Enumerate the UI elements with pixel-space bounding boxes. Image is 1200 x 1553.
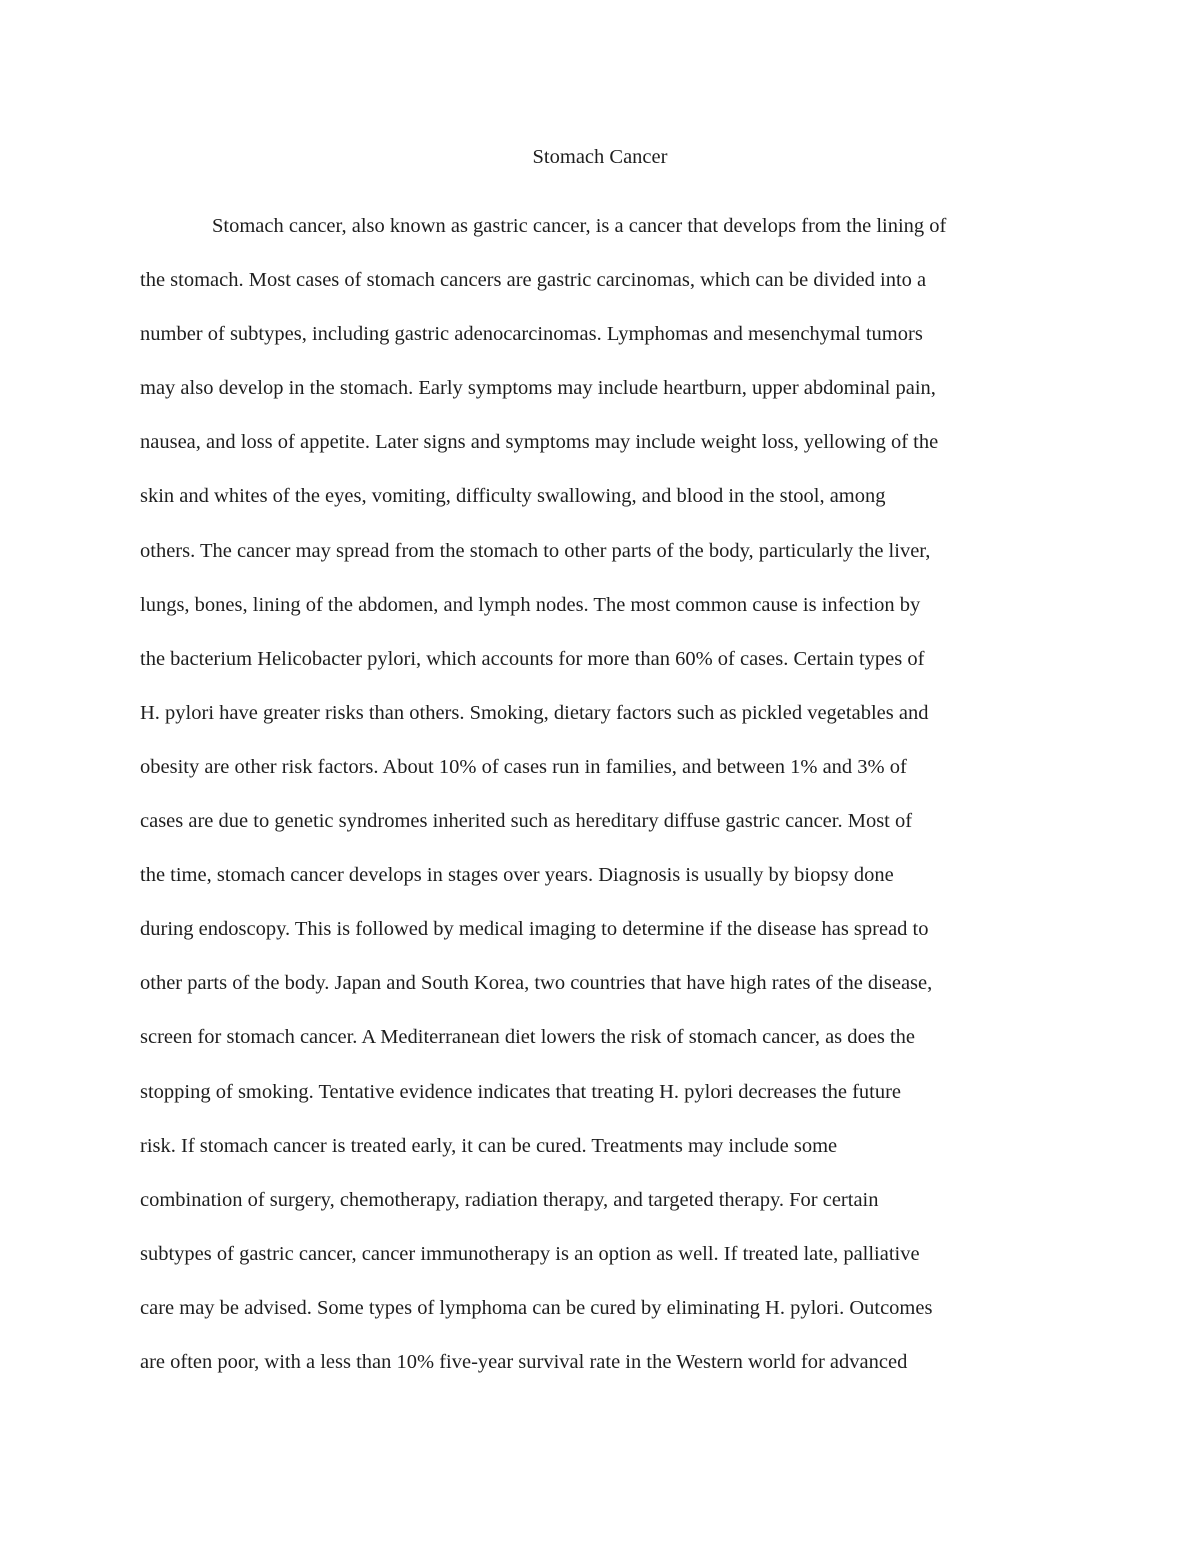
document-body-paragraph — [140, 213, 1070, 1403]
document-title: Stomach Cancer — [532, 146, 668, 168]
paragraph-line: subtypes of gastric cancer, cancer immunotherapy is an option as well. If treated late, palliative — [140, 1242, 920, 1265]
paragraph-line: number of subtypes, including gastric adenocarcinomas. Lymphomas and mesenchymal tumors — [140, 323, 923, 346]
paragraph-line: other parts of the body. Japan and South Korea, two countries that have high rates of the disease, — [140, 972, 933, 995]
paragraph-line: are often poor, with a less than 10% five-year survival rate in the Western world for advanced — [140, 1350, 908, 1373]
paragraph-line: care may be advised. Some types of lymphoma can be cured by eliminating H. pylori. Outcomes — [140, 1296, 933, 1319]
paragraph-line: the stomach. Most cases of stomach cancers are gastric carcinomas, which can be divided into a — [140, 269, 927, 292]
paragraph-line: the time, stomach cancer develops in stages over years. Diagnosis is usually by biopsy done — [140, 864, 894, 887]
paragraph-line: screen for stomach cancer. A Mediterranean diet lowers the risk of stomach cancer, as does the — [140, 1026, 916, 1049]
paragraph-line: may also develop in the stomach. Early symptoms may include heartburn, upper abdominal pain, — [140, 377, 936, 400]
paragraph-line: during endoscopy. This is followed by medical imaging to determine if the disease has spread to — [140, 918, 929, 941]
paragraph-line: lungs, bones, lining of the abdomen, and lymph nodes. The most common cause is infection by — [140, 593, 921, 616]
paragraph-line: nausea, and loss of appetite. Later signs and symptoms may include weight loss, yellowing of the — [140, 431, 939, 454]
paragraph-line: others. The cancer may spread from the stomach to other parts of the body, particularly the liver, — [140, 539, 931, 562]
paragraph-line: risk. If stomach cancer is treated early, it can be cured. Treatments may include some — [140, 1134, 838, 1157]
paragraph-line: H. pylori have greater risks than others. Smoking, dietary factors such as pickled vegetables and — [140, 701, 929, 724]
paragraph-line: the bacterium Helicobacter pylori, which accounts for more than 60% of cases. Certain types of — [140, 647, 925, 670]
paragraph-line: stopping of smoking. Tentative evidence indicates that treating H. pylori decreases the future — [140, 1080, 902, 1103]
paragraph-line: cases are due to genetic syndromes inherited such as hereditary diffuse gastric cancer. Most of — [140, 810, 913, 833]
paragraph-line: Stomach cancer, also known as gastric cancer, is a cancer that develops from the lining of — [212, 215, 947, 237]
paragraph-line: combination of surgery, chemotherapy, radiation therapy, and targeted therapy. For certain — [140, 1188, 879, 1211]
paragraph-line: skin and whites of the eyes, vomiting, difficulty swallowing, and blood in the stool, among — [140, 485, 886, 508]
paragraph-line: obesity are other risk factors. About 10% of cases run in families, and between 1% and 3% of — [140, 755, 907, 778]
